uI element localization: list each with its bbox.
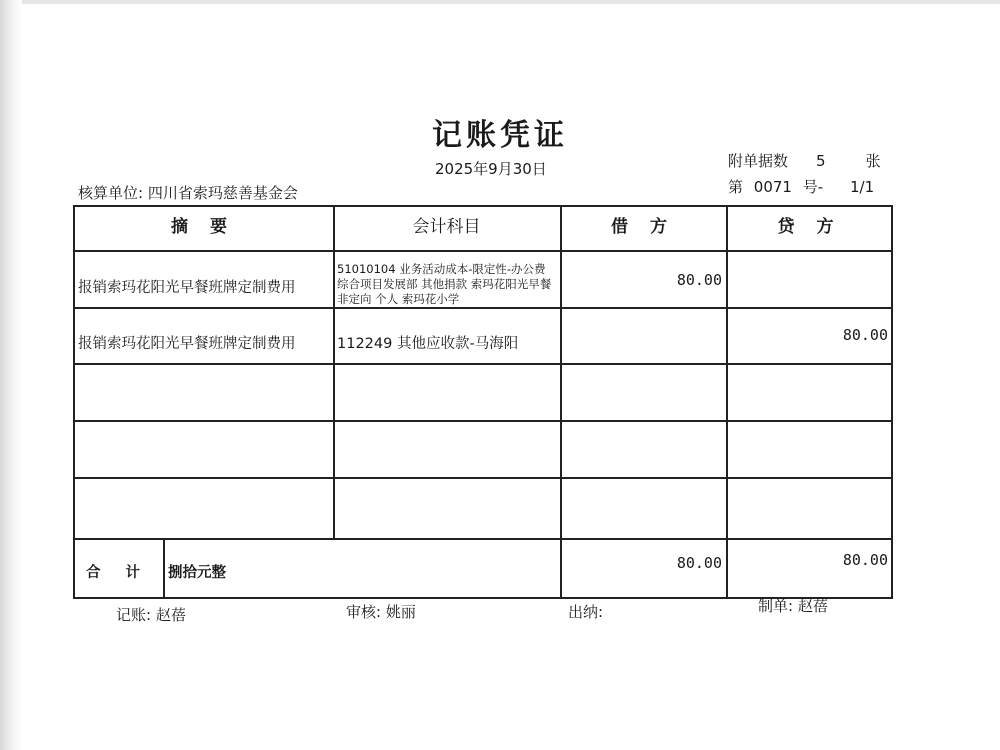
header-summary: 摘 要 bbox=[171, 217, 235, 237]
row-2-credit: 80.00 bbox=[842, 326, 888, 344]
header-debit: 借 方 bbox=[611, 217, 675, 237]
attachment-info bbox=[728, 150, 881, 171]
preparer bbox=[758, 595, 828, 616]
unit-label: 核算单位: bbox=[78, 184, 144, 202]
row-1-summary: 报销索玛花阳光早餐班牌定制费用 bbox=[78, 280, 296, 296]
row-divider bbox=[73, 307, 893, 309]
auditor-name: 姚丽 bbox=[385, 603, 416, 621]
accounting-unit bbox=[78, 182, 298, 203]
bookkeeper-name: 赵蓓 bbox=[155, 606, 186, 624]
preparer-name: 赵蓓 bbox=[797, 597, 828, 615]
row-divider bbox=[73, 363, 893, 365]
row-divider bbox=[73, 538, 893, 540]
voucher-title: 记账凭证 bbox=[432, 118, 568, 153]
col-divider bbox=[333, 205, 335, 538]
voucher-date: 2025年9月30日 bbox=[435, 160, 547, 178]
row-divider bbox=[73, 420, 893, 422]
col-divider bbox=[726, 205, 728, 599]
row-1-debit: 80.00 bbox=[676, 271, 722, 289]
cashier bbox=[568, 601, 603, 622]
attachment-label: 附单据数 bbox=[728, 152, 789, 170]
number-label: 第 bbox=[728, 178, 744, 196]
cashier-label: 出纳: bbox=[568, 603, 604, 621]
row-2-account: 112249 其他应收款-马海阳 bbox=[337, 336, 519, 352]
row-1-account: 51010104 业务活动成本-限定性-办公费 综合项目发展部 其他捐款 索玛花阳光早餐 非定向 个人 索玛花小学 bbox=[337, 262, 552, 306]
unit-name: 四川省索玛慈善基金会 bbox=[147, 184, 298, 202]
total-label: 合 计 bbox=[85, 565, 151, 581]
row-divider bbox=[73, 250, 893, 252]
page-indicator: 1/1 bbox=[849, 178, 875, 196]
auditor bbox=[346, 601, 416, 622]
number-suffix: 号- bbox=[802, 178, 824, 196]
header-account: 会计科目 bbox=[412, 217, 481, 237]
attachment-count: 5 bbox=[816, 152, 826, 170]
row-2-summary: 报销索玛花阳光早餐班牌定制费用 bbox=[78, 336, 296, 352]
total-credit: 80.00 bbox=[842, 551, 888, 569]
total-debit: 80.00 bbox=[676, 554, 722, 572]
number-value: 0071 bbox=[753, 178, 792, 196]
bookkeeper-label: 记账: bbox=[116, 606, 152, 624]
row-divider bbox=[73, 477, 893, 479]
col-divider bbox=[163, 538, 165, 599]
auditor-label: 审核: bbox=[346, 603, 382, 621]
bookkeeper bbox=[116, 604, 186, 625]
preparer-label: 制单: bbox=[758, 597, 794, 615]
attachment-unit: 张 bbox=[865, 152, 881, 170]
scan-edge bbox=[0, 0, 1000, 4]
total-amount-words: 捌拾元整 bbox=[168, 565, 226, 581]
col-divider bbox=[560, 205, 562, 599]
voucher-number bbox=[728, 176, 874, 197]
header-credit: 贷 方 bbox=[777, 217, 842, 237]
